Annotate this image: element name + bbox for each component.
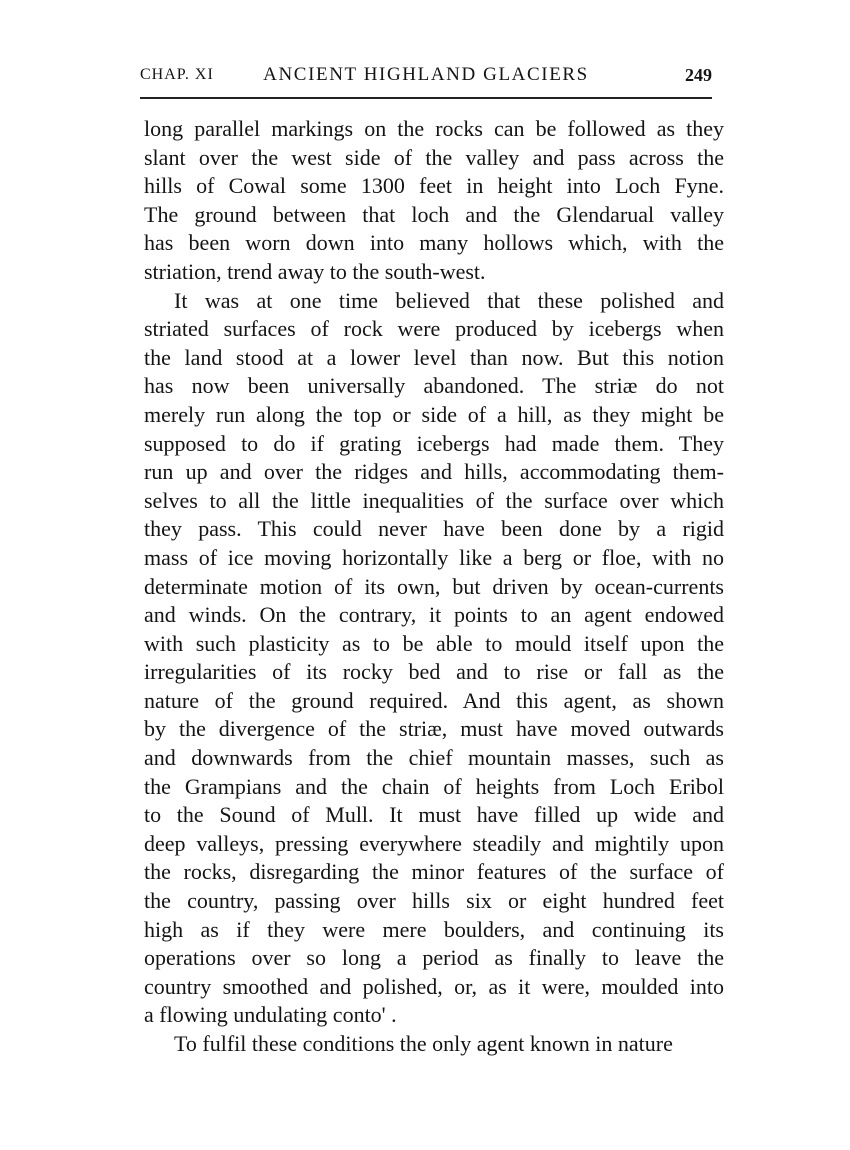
text-line: nature of the ground required. And this agent, as shown	[144, 687, 724, 713]
text-line: they pass. This could never have been done by a rigid	[144, 516, 724, 542]
text-line: the Grampians and the chain of heights from Loch Eribol	[144, 773, 724, 799]
text-line: country smoothed and polished, or, as it were, moulded into	[144, 973, 724, 999]
text-line: and downwards from the chief mountain masses, such as	[144, 745, 724, 771]
running-head	[140, 64, 712, 88]
text-line: a flowing undulating conto' .	[144, 1002, 397, 1028]
text-line: To fulfil these conditions the only agent known in nature	[174, 1031, 673, 1056]
text-line: has now been universally abandoned. The striæ do not	[144, 373, 724, 399]
body-text	[144, 115, 724, 1059]
text-line: has been worn down into many hollows which, with the	[144, 230, 724, 256]
text-line: with such plasticity as to be able to mould itself upon the	[144, 630, 724, 656]
text-line: long parallel markings on the rocks can be followed as they	[144, 116, 724, 141]
text-line: run up and over the ridges and hills, accommodating them-	[144, 459, 724, 485]
text-line: the country, passing over hills six or eight hundred feet	[144, 888, 724, 914]
running-title: ANCIENT HIGHLAND GLACIERS	[263, 64, 589, 85]
header-rule	[140, 97, 712, 99]
text-line: operations over so long a period as finally to leave the	[144, 945, 724, 971]
text-line: It was at one time believed that these polished and	[174, 287, 724, 313]
page-number: 249	[685, 65, 712, 85]
text-line: to the Sound of Mull. It must have filled up wide and	[144, 802, 724, 828]
text-line: the land stood at a lower level than now. But this notion	[144, 344, 724, 370]
text-line: striation, trend away to the south-west.	[144, 258, 486, 284]
text-line: The ground between that loch and the Glendarual valley	[144, 201, 724, 227]
text-line: merely run along the top or side of a hill, as they might be	[144, 401, 724, 427]
text-line: supposed to do if grating icebergs had made them. They	[144, 430, 724, 456]
text-line: the rocks, disregarding the minor features of the surface of	[144, 859, 724, 885]
text-line: irregularities of its rocky bed and to rise or fall as the	[144, 659, 724, 685]
text-line: hills of Cowal some 1300 feet in height into Loch Fyne.	[144, 173, 724, 199]
text-line: slant over the west side of the valley and pass across the	[144, 144, 724, 170]
chapter-label: CHAP. XI	[140, 66, 214, 83]
text-line: determinate motion of its own, but driven by ocean-currents	[144, 573, 724, 599]
text-line: and winds. On the contrary, it points to an agent endowed	[144, 602, 724, 628]
text-line: deep valleys, pressing everywhere steadily and mightily upon	[144, 830, 724, 856]
text-line: mass of ice moving horizontally like a berg or floe, with no	[144, 544, 724, 570]
text-line: by the divergence of the striæ, must have moved outwards	[144, 716, 724, 742]
text-line: selves to all the little inequalities of the surface over which	[144, 487, 724, 513]
text-line: high as if they were mere boulders, and continuing its	[144, 916, 724, 942]
text-line: striated surfaces of rock were produced by icebergs when	[144, 316, 724, 342]
